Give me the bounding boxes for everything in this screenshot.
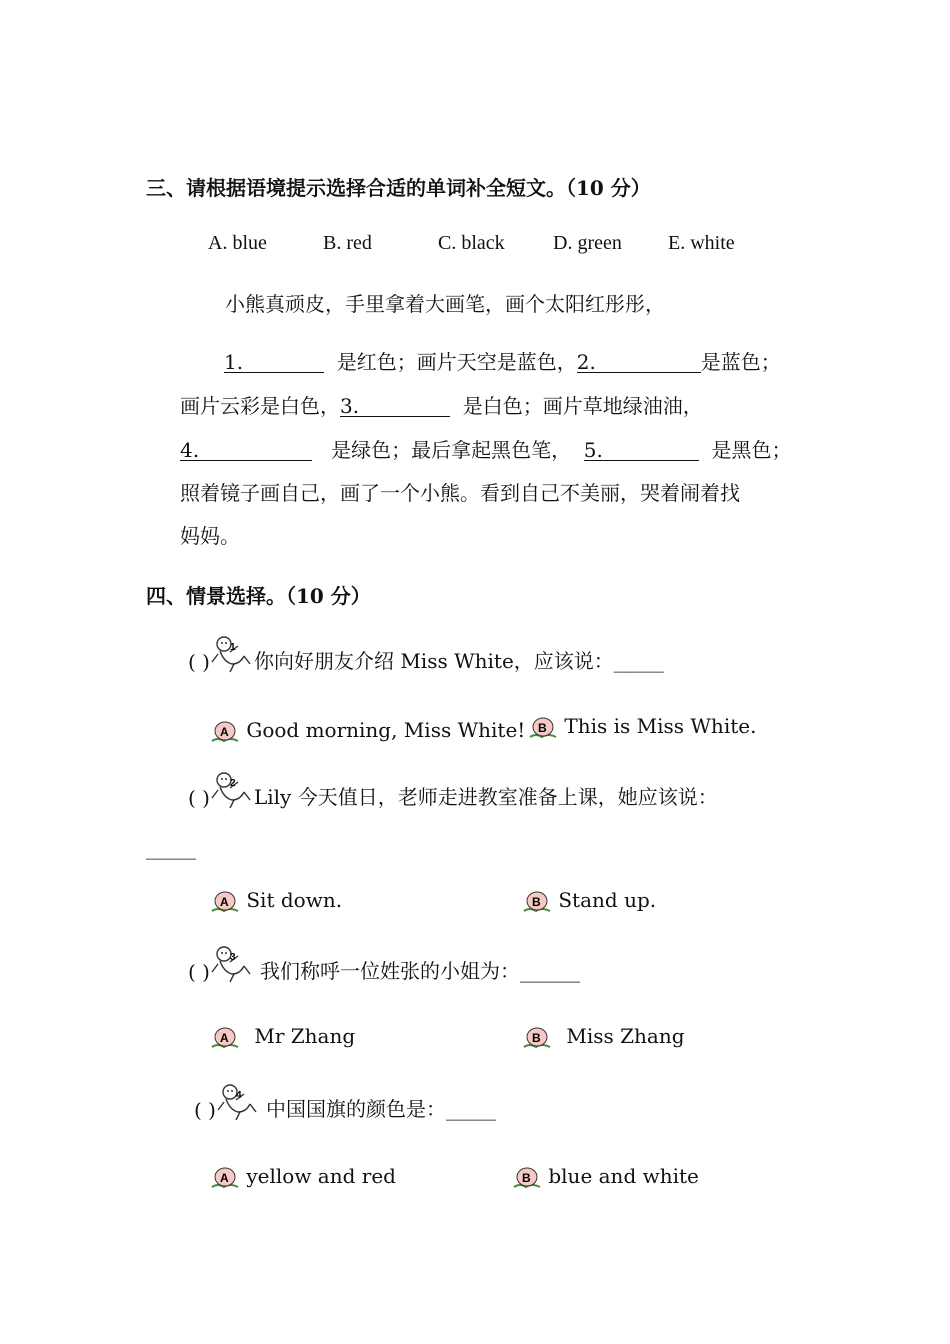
answer-paren[interactable]: ( ) [188,650,210,674]
monkey-number: 2 [229,778,236,789]
choice-a[interactable] [210,718,525,745]
option-a-bullet-icon [210,889,240,915]
passage-line-5: 妈妈。 [180,524,240,548]
choice-b-text: Stand up. [558,888,657,912]
answer-paren[interactable]: ( ) [188,786,210,810]
question-1 [188,634,664,674]
option-b: B. red [323,232,372,254]
question-text: Lily 今天值日，老师走进教室准备上课，她应该说： [253,785,718,809]
passage-line-1 [224,346,781,375]
passage-text: 是红色；画片天空是蓝色， [336,350,577,374]
option-b-bullet-icon [522,1025,552,1051]
choice-a-text: yellow and red [246,1164,396,1188]
passage-text: 是白色；画片草地绿油油， [462,394,703,418]
monkey-number: 1 [229,642,236,653]
answer-paren[interactable]: ( ) [188,960,210,984]
passage-line-2 [180,390,703,419]
choice-b-text: Miss Zhang [566,1024,685,1048]
choice-a-text: Mr Zhang [254,1024,356,1048]
monkey-icon [210,770,254,810]
choice-b[interactable] [522,1024,685,1051]
monkey-icon [210,944,254,984]
bullet-letter: A [220,724,229,739]
question-text: 我们称呼一位姓张的小姐为：______ [259,959,580,983]
bullet-letter: B [538,720,547,735]
blank-2[interactable]: 2. [577,352,701,373]
choice-b[interactable] [522,888,656,915]
blank-1[interactable]: 1. [224,352,324,373]
option-e: E. white [668,232,735,254]
section4-heading: 四、情景选择。（10 分） [146,584,371,608]
section3-heading: 三、请根据语境提示选择合适的单词补全短文。（10 分） [146,176,651,200]
choice-b[interactable] [528,714,756,741]
blank-5[interactable]: 5. [584,440,699,461]
monkey-number: 3 [229,952,236,963]
passage-text: 画片云彩是白色， [180,394,340,418]
bullet-letter: A [220,1170,229,1185]
choice-a-text: Sit down. [246,888,343,912]
bullet-letter: A [220,894,229,909]
choice-b-text: blue and white [548,1164,699,1188]
choice-a-text: Good morning, Miss White! [246,718,526,742]
option-b-bullet-icon [512,1165,542,1191]
option-a: A. blue [208,232,267,254]
passage-text: 是黑色； [711,438,792,462]
monkey-number: 4 [235,1090,242,1101]
answer-paren[interactable]: ( ) [194,1098,216,1122]
passage-line-3 [180,434,792,463]
passage-text: 是绿色；最后拿起黑色笔， [331,438,572,462]
question-2-blank: _____ [146,836,196,860]
choice-a[interactable] [210,1024,355,1051]
passage-text: 是蓝色； [700,350,781,374]
question-text: 你向好朋友介绍 Miss White，应该说：_____ [253,649,664,673]
option-c: C. black [438,232,505,254]
bullet-letter: B [522,1170,531,1185]
passage-intro: 小熊真顽皮，手里拿着大画笔，画个太阳红彤彤， [225,292,665,316]
bullet-letter: B [532,1030,541,1045]
passage-line-4: 照着镜子画自己，画了一个小熊。看到自己不美丽，哭着闹着找 [180,481,740,505]
option-a-bullet-icon [210,719,240,745]
monkey-icon [210,634,254,674]
option-a-bullet-icon [210,1165,240,1191]
question-2 [188,770,718,810]
blank-4[interactable]: 4. [180,440,312,461]
option-b-bullet-icon [528,715,558,741]
question-4 [194,1082,496,1122]
question-3 [188,944,580,984]
choice-a[interactable] [210,1164,396,1191]
blank-3[interactable]: 3. [340,396,450,417]
option-d: D. green [553,232,622,254]
choice-b[interactable] [512,1164,699,1191]
bullet-letter: B [532,894,541,909]
option-a-bullet-icon [210,1025,240,1051]
option-b-bullet-icon [522,889,552,915]
monkey-icon [216,1082,260,1122]
choice-b-text: This is Miss White. [564,714,757,738]
bullet-letter: A [220,1030,229,1045]
choice-a[interactable] [210,888,342,915]
question-text: 中国国旗的颜色是：_____ [265,1097,496,1121]
